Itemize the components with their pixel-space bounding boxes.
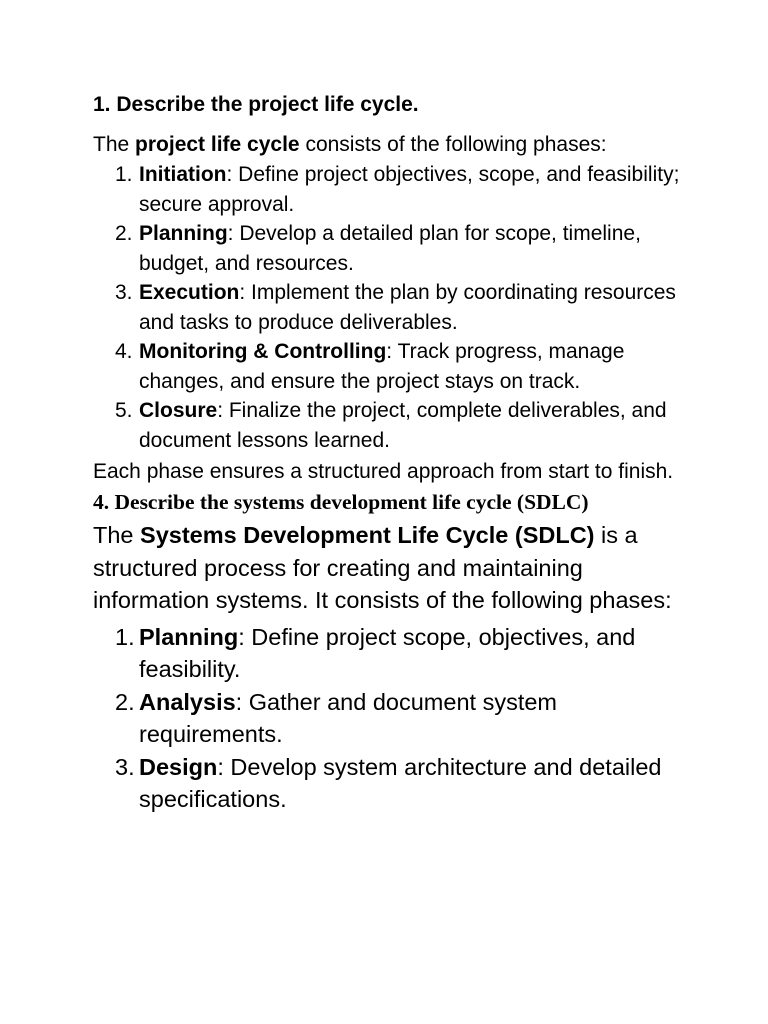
intro-term: project life cycle [135, 133, 300, 156]
phase-description: : Develop system architecture and detailed specifications. [139, 753, 662, 812]
list-item-number: 1. [115, 623, 135, 650]
list-item [93, 219, 693, 278]
list-item-number: 3. [115, 753, 135, 780]
list-item [93, 337, 693, 396]
list-item-number: 1. [115, 163, 133, 186]
list-item [93, 621, 693, 686]
sdlc-phases-list [93, 621, 693, 816]
intro-prefix: The [93, 522, 141, 548]
intro-term: Systems Development Life Cycle (SDLC) [140, 522, 595, 548]
list-item-number: 4. [115, 340, 133, 363]
list-item [93, 751, 693, 816]
sdlc-intro [93, 519, 693, 617]
phase-description: : Gather and document system requirements. [139, 688, 557, 747]
phase-description: : Develop a detailed plan for scope, timeline, budget, and resources. [139, 222, 641, 275]
list-item [93, 396, 693, 455]
phase-name: Analysis [139, 688, 236, 715]
list-item [93, 278, 693, 337]
list-item-number: 2. [115, 222, 133, 245]
phase-name: Planning [139, 623, 239, 650]
phase-description: : Define project objectives, scope, and feasibility; secure approval. [139, 163, 680, 216]
phase-description: : Track progress, manage changes, and ensure the project stays on track. [139, 340, 625, 393]
list-item [93, 686, 693, 751]
intro-prefix: The [93, 133, 136, 156]
list-item-number: 5. [115, 399, 133, 422]
phase-description: : Implement the plan by coordinating resources and tasks to produce deliverables. [139, 281, 676, 334]
phase-name: Execution [139, 281, 240, 304]
phase-name: Closure [139, 399, 218, 422]
question-4-heading: 4. Describe the systems development life cycle (SDLC) [93, 490, 589, 514]
intro-suffix: consists of the following phases: [299, 133, 607, 156]
document-content [93, 90, 693, 816]
project-phases-list [93, 160, 693, 455]
project-life-cycle-summary: Each phase ensures a structured approach from start to finish. [93, 460, 674, 483]
question-1-heading: 1. Describe the project life cycle. [93, 93, 419, 116]
phase-name: Planning [139, 222, 228, 245]
phase-description: : Finalize the project, complete deliverables, and document lessons learned. [139, 399, 667, 452]
project-life-cycle-intro [93, 130, 693, 160]
phase-name: Monitoring & Controlling [139, 340, 387, 363]
list-item-number: 3. [115, 281, 133, 304]
intro-suffix: is a structured process for creating and maintaining information systems. It consists of the following phases: [93, 522, 672, 613]
phase-name: Initiation [139, 163, 227, 186]
phase-name: Design [139, 753, 218, 780]
phase-description: : Define project scope, objectives, and feasibility. [139, 623, 636, 682]
list-item [93, 160, 693, 219]
list-item-number: 2. [115, 688, 135, 715]
